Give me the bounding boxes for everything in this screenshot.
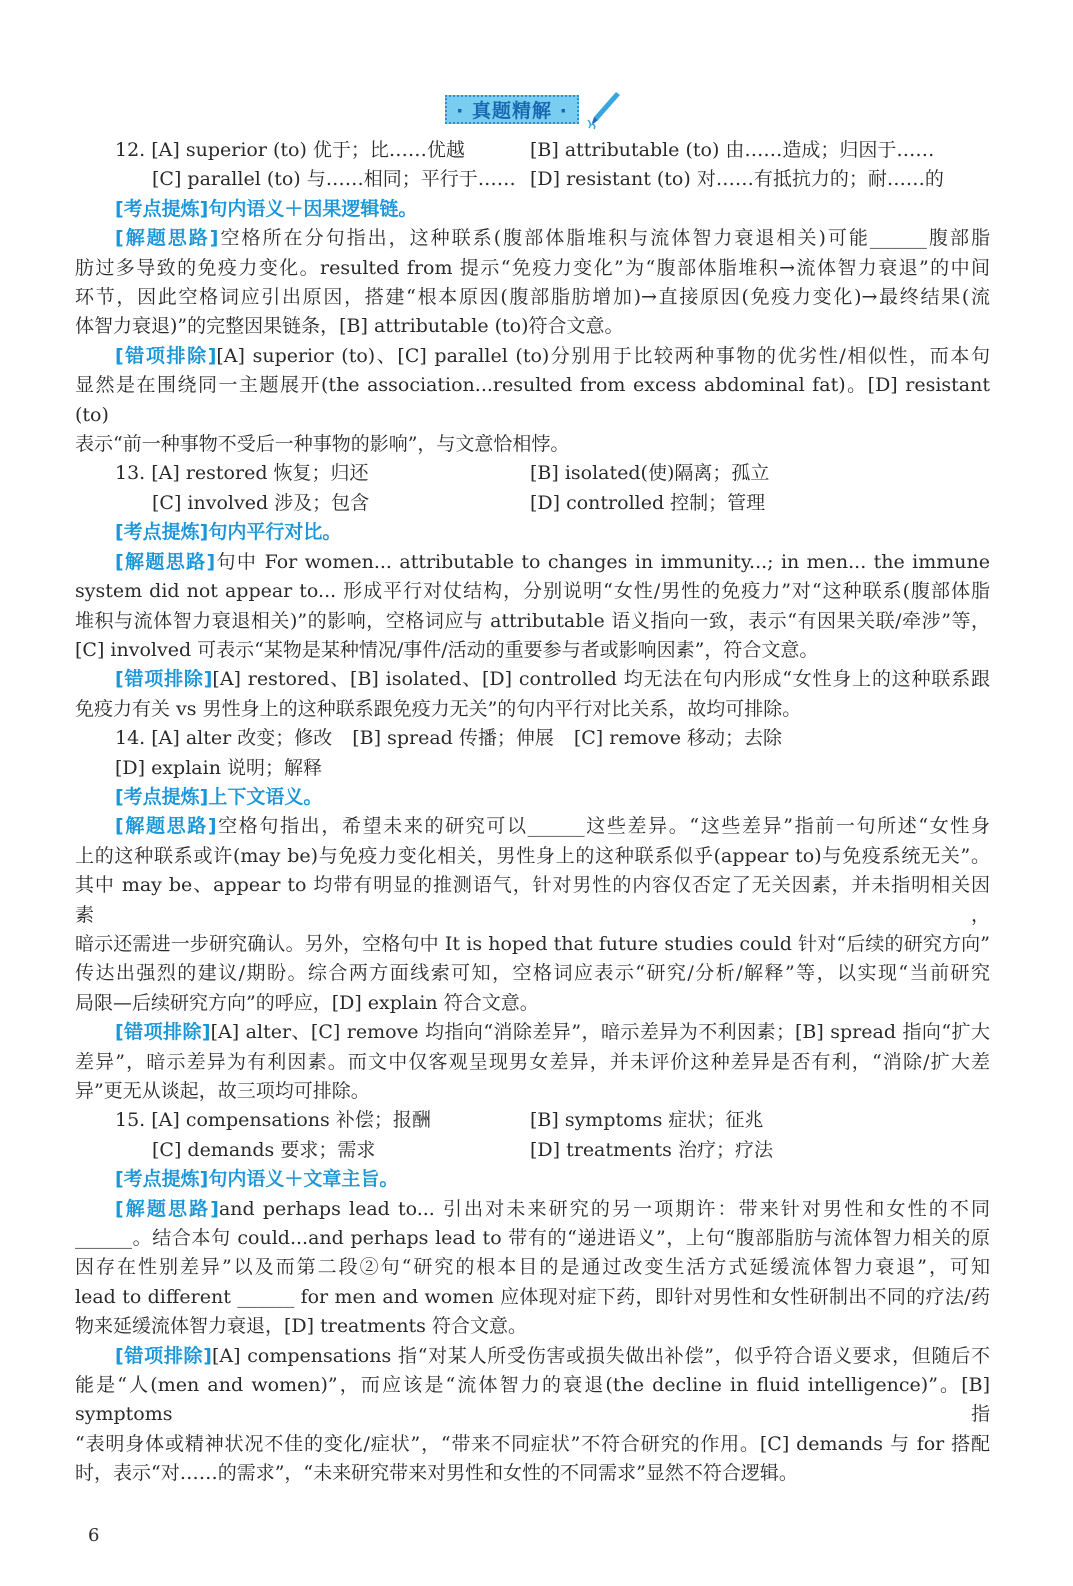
option: 12. [A] superior (to) 优于；比……优越 (115, 139, 465, 161)
exclusion-line (75, 430, 990, 459)
analysis-line (75, 636, 990, 665)
analysis-text: 其中 may be、appear to 均带有明显的推测语气，针对男性的内容仅否定了无关因素，并未指明相关因素， (75, 874, 990, 926)
analysis-text: lead to different ______ for men and women 应体现对症下药，即针对男性和女性研制出不同的疗法/药 (75, 1285, 990, 1308)
analysis-text: 句中 For women... attributable to changes in immunity...; in men... the immune (215, 550, 990, 573)
option-row (75, 165, 990, 194)
exclusion-line (75, 342, 990, 371)
option: [C] involved 涉及；包含 (152, 491, 370, 514)
analysis-text: 物来延缓流体智力衰退，[D] treatments 符合文意。 (75, 1315, 527, 1338)
analysis-text: 暗示还需进一步研究确认。另外，空格句中 It is hoped that future studies could 针对“后续的研究方向” (75, 932, 990, 955)
analysis-text: system did not appear to... 形成平行对仗结构，分别说明“女性/男性的免疫力”对“这种联系(腹部体脂 (75, 580, 990, 603)
option: [D] controlled 控制；管理 (530, 491, 766, 514)
analysis-line (75, 959, 990, 988)
exclusion-line (75, 1459, 990, 1488)
key-point-label: [考点提炼] (115, 1168, 209, 1191)
exclusion-text: [A] compensations 指“对某人所受伤害或损失做出补偿”，似乎符合语义要求，但随后不 (211, 1344, 990, 1367)
option: [D] treatments 治疗；疗法 (530, 1138, 773, 1161)
analysis-text: 环节，因此空格词应引出原因，搭建“根本原因(腹部脂肪增加)→直接原因(免疫力变化)→最终结果(流 (75, 286, 990, 309)
exclusion-line (75, 665, 990, 694)
analysis-label: [解题思路] (115, 1197, 219, 1220)
key-point-text: 句内平行对比。 (208, 521, 342, 544)
key-point-line (75, 783, 990, 812)
option-row (75, 459, 990, 488)
analysis-text: 空格所在分句指出，这种联系(腹部体脂堆积与流体智力衰退相关)可能______腹部脂 (218, 227, 990, 250)
option: [B] spread 传播；伸展 (352, 727, 554, 750)
exclusion-label: [错项排除] (115, 668, 213, 691)
key-point-label: [考点提炼] (115, 197, 209, 220)
option-row (75, 1136, 990, 1165)
analysis-line (75, 254, 990, 283)
key-point-label: [考点提炼] (115, 521, 209, 544)
option: 14. [A] alter 改变；修改 (115, 727, 333, 750)
exclusion-label: [错项排除] (115, 1344, 212, 1367)
analysis-text: 上的这种联系或许(may be)与免疫力变化相关，男性身上的这种联系似乎(appear to)与免疫系统无关”。 (75, 844, 990, 867)
key-point-text: 句内语义＋文章主旨。 (208, 1168, 399, 1191)
option: 13. [A] restored 恢复；归还 (115, 462, 369, 485)
analysis-line (75, 1312, 990, 1341)
option: [B] attributable (to) 由……造成；归因于…… (530, 139, 935, 161)
option-row (75, 724, 990, 783)
analysis-text: 堆积与流体智力衰退相关)”的影响，空格词应与 attributable 语义指向一致，表示“有因果关联/牵涉”等， (75, 609, 990, 632)
exclusion-line (75, 371, 990, 430)
section-title-badge (445, 95, 579, 124)
analysis-line (75, 930, 990, 959)
analysis-text: 体智力衰退)”的完整因果链条，[B] attributable (to)符合文意。 (75, 315, 624, 338)
analysis-line (75, 607, 990, 636)
analysis-text: [C] involved 可表示“某物是某种情况/事件/活动的重要参与者或影响因素”，符合文意。 (75, 638, 819, 661)
exclusion-text: [A] alter、[C] remove 均指向“消除差异”，暗示差异为不利因素；[B] spread 指向“扩大 (210, 1021, 990, 1044)
option-row (75, 136, 990, 165)
analysis-text: 传达出强烈的建议/期盼。综合两方面线索可知，空格词应表示“研究/分析/解释”等，以实现“当前研究 (75, 962, 990, 985)
analysis-line (75, 812, 990, 841)
analysis-line (75, 1253, 990, 1282)
exclusion-text: 异”更无从谈起，故三项均可排除。 (75, 1080, 370, 1102)
exclusion-text: “表明身体或精神状况不佳的变化/症状”，“带来不同症状”不符合研究的作用。[C] demands 与 for 搭配 (75, 1432, 990, 1455)
analysis-label: [解题思路] (115, 550, 216, 573)
exclusion-line (75, 1371, 990, 1430)
exclusion-text: [A] restored、[B] isolated、[D] controlled 均无法在句内形成“女性身上的这种联系跟 (212, 668, 990, 691)
exclusion-line (75, 1018, 990, 1047)
key-point-line (75, 518, 990, 547)
pen-icon (586, 90, 622, 130)
option: [D] resistant (to) 对……有抵抗力的；耐……的 (530, 168, 944, 191)
option: [C] demands 要求；需求 (152, 1138, 376, 1161)
analysis-text: 空格句指出，希望未来的研究可以______这些差异。“这些差异”指前一句所述“女性身 (216, 815, 990, 838)
exclusion-text: [A] superior (to)、[C] parallel (to)分别用于比较两种事物的优劣性/相似性，而本句 (216, 344, 990, 367)
option: 15. [A] compensations 补偿；报酬 (115, 1109, 431, 1132)
key-point-label: [考点提炼] (115, 785, 209, 808)
analysis-text: 肪过多导致的免疫力变化。resulted from 提示“免疫力变化”为“腹部体脂堆积→流体智力衰退”的中间 (75, 256, 990, 279)
analysis-line (75, 312, 990, 341)
exclusion-label: [错项排除] (115, 1021, 211, 1044)
section-title: · 真题精解 · (456, 100, 568, 122)
option: [C] remove 移动；去除 (573, 727, 783, 750)
analysis-text: 因存在性别差异”以及而第二段②句“研究的根本目的是通过改变生活方式延缓流体智力衰退”，可知 (75, 1256, 990, 1279)
exclusion-text: 显然是在围绕同一主题展开(the association...resulted from excess abdominal fat)。[D] resistant (to) (75, 374, 990, 426)
analysis-line (75, 989, 990, 1018)
analysis-text: ______。结合本句 could...and perhaps lead to 带有的“递进语义”，上句“腹部脂肪与流体智力相关的原 (75, 1227, 990, 1250)
analysis-line (75, 577, 990, 606)
key-point-text: 上下文语义。 (208, 785, 323, 808)
analysis-label: [解题思路] (115, 815, 217, 838)
option-row (75, 489, 990, 518)
option-row (75, 1106, 990, 1135)
exclusion-text: 免疫力有关 vs 男性身上的这种联系跟免疫力无关”的句内平行对比关系，故均可排除。 (75, 697, 802, 720)
exclusion-text: 时，表示“对……的需求”，“未来研究带来对男性和女性的不同需求”显然不符合逻辑。 (75, 1462, 798, 1485)
key-point-line (75, 195, 990, 224)
analysis-line (75, 1195, 990, 1224)
analysis-text: and perhaps lead to... 引出对未来研究的另一项期许：带来针对男性和女性的不同 (218, 1197, 990, 1220)
answer-explanations (75, 0, 990, 1489)
analysis-text: 局限—后续研究方向”的呼应，[D] explain 符合文意。 (75, 991, 539, 1014)
key-point-text: 句内语义＋因果逻辑链。 (208, 197, 418, 220)
exclusion-text: 能是“人(men and women)”，而应该是“流体智力的衰退(the decline in fluid intelligence)”。[B] symptoms 指 (75, 1374, 990, 1426)
option: [B] symptoms 症状；征兆 (530, 1109, 764, 1132)
analysis-line (75, 548, 990, 577)
analysis-label: [解题思路] (115, 227, 219, 250)
exclusion-line (75, 1430, 990, 1459)
exclusion-label: [错项排除] (115, 344, 217, 367)
analysis-line (75, 1283, 990, 1312)
exclusion-text: 表示“前一种事物不受后一种事物的影响”，与文意恰相悖。 (75, 433, 570, 456)
analysis-line (75, 283, 990, 312)
option: [B] isolated(使)隔离；孤立 (530, 462, 770, 485)
analysis-line (75, 871, 990, 930)
analysis-line (75, 224, 990, 253)
exclusion-line (75, 1048, 990, 1077)
page-number: 6 (88, 1524, 100, 1546)
option: [D] explain 说明；解释 (115, 756, 322, 779)
analysis-line (75, 842, 990, 871)
key-point-line (75, 1165, 990, 1194)
analysis-line (75, 1224, 990, 1253)
exclusion-line (75, 695, 990, 724)
exclusion-text: 差异”，暗示差异为有利因素。而文中仅客观呈现男女差异，并未评价这种差异是否有利，“消除/扩大差 (75, 1050, 990, 1073)
exclusion-line (75, 1077, 990, 1106)
option: [C] parallel (to) 与……相同；平行于…… (152, 168, 516, 191)
exclusion-line (75, 1342, 990, 1371)
